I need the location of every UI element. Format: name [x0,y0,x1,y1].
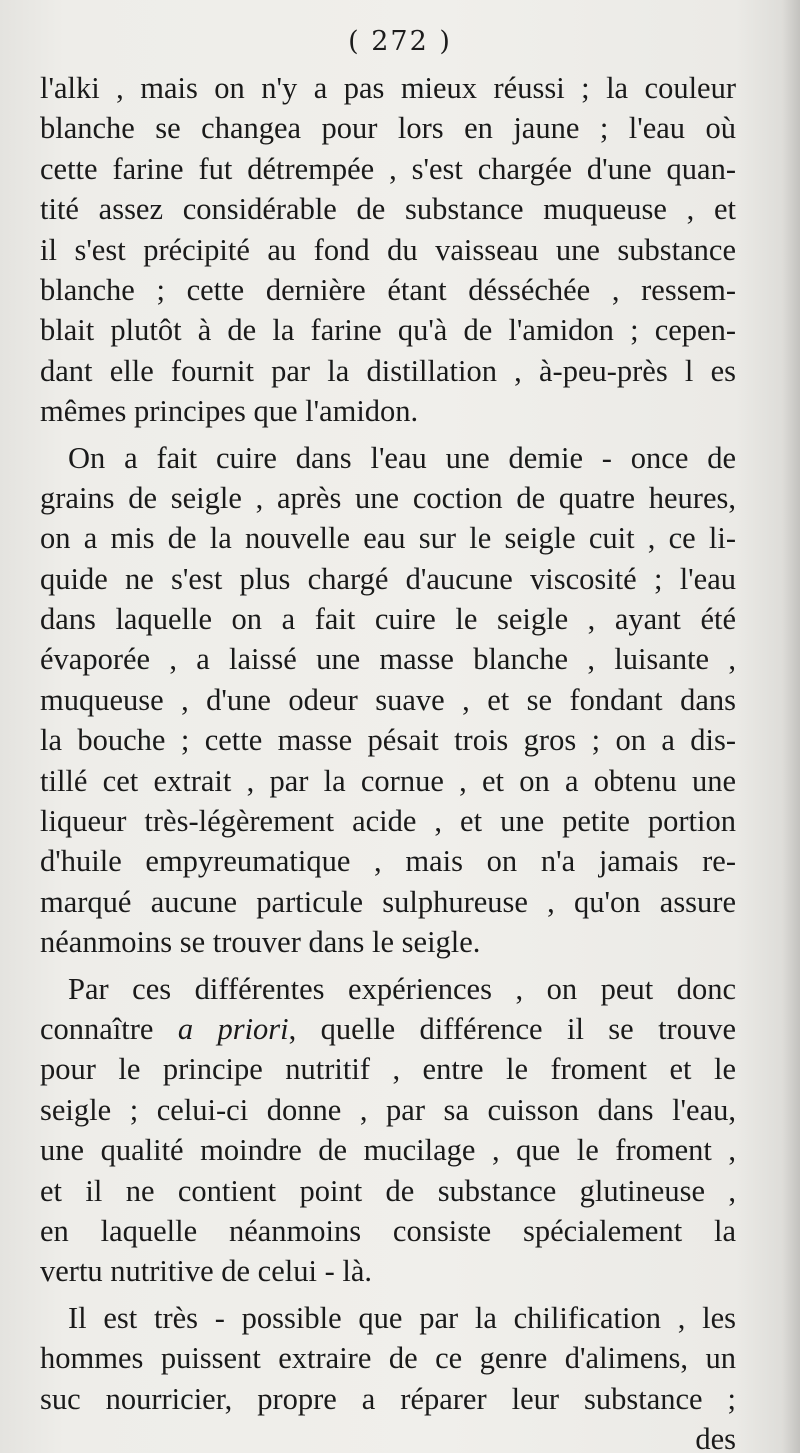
text-line: dant elle fournit par la distillation , à-peu-près l es [40,353,736,388]
text-line: liqueur très-légèrement acide , et une petite portion [40,804,736,839]
text-line: blanche se changea pour lors en jaune ; l'eau où [40,111,736,146]
text-line: On a fait cuire dans l'eau une demie - once de [68,440,736,475]
text-line: marqué aucune particule sulphureuse , qu'on assure [40,884,736,919]
text-line: dans laquelle on a fait cuire le seigle , ayant été [40,602,736,637]
text-line: évaporée , a laissé une masse blanche , luisante , [40,642,736,677]
text-line: néanmoins se trouver dans le seigle. [40,925,481,960]
text-line: et il ne contient point de substance glutineuse , [40,1173,736,1208]
text-line: seigle ; celui-ci donne , par sa cuisson dans l'eau, [40,1092,736,1127]
text-line: quide ne s'est plus chargé d'aucune viscosité ; l'eau [40,561,736,596]
text-line: mêmes principes que l'amidon. [40,394,419,429]
text-line: pour le principe nutritif , entre le froment et le [40,1052,736,1087]
text-line: l'alki , mais on n'y a pas mieux réussi ; la couleur [40,71,736,105]
catchword: des [695,1421,736,1453]
text-line: blait plutôt à de la farine qu'à de l'amidon ; cepen- [40,313,736,348]
text-line: tité assez considérable de substance muqueuse , et [40,192,736,227]
page-gutter-shadow [782,0,800,1453]
paragraph-1 [40,68,736,432]
text-line: on a mis de la nouvelle eau sur le seigle cuit , ce li- [40,521,736,556]
text-line: en laquelle néanmoins consiste spécialement la [40,1213,736,1248]
text-line: grains de seigle , après une coction de quatre heures, [40,480,736,515]
paragraph-4 [40,1298,736,1453]
text-line: tillé cet extrait , par la cornue , et on a obtenu une [40,763,736,798]
text-line: d'huile empyreumatique , mais on n'a jamais re- [40,844,736,879]
text-line [40,1009,736,1049]
text-line: suc nourricier, propre a réparer leur substance ; [40,1381,736,1416]
paragraph-2 [40,438,736,963]
body-text [40,68,736,1453]
text-run: connaître [40,1011,154,1046]
italic-phrase: a priori [177,1011,289,1046]
text-line: muqueuse , d'une odeur suave , et se fondant dans [40,682,736,717]
page-number: ( 272 ) [348,26,452,57]
text-line: Par ces différentes expériences , on peut donc [68,971,736,1006]
text-line: une qualité moindre de mucilage , que le froment , [40,1133,736,1168]
text-line: la bouche ; cette masse pésait trois gros ; on a dis- [40,723,736,758]
text-run: , quelle différence il se trouve [288,1011,736,1046]
text-line: hommes puissent extraire de ce genre d'alimens, un [40,1341,736,1376]
text-line: cette farine fut détrempée , s'est chargée d'une quan- [40,151,736,186]
text-line: vertu nutritive de celui - là. [40,1254,372,1289]
text-line: il s'est précipité au fond du vaisseau une substance [40,232,736,267]
text-line: blanche ; cette dernière étant désséchée , ressem- [40,272,736,307]
text-line: Il est très - possible que par la chilification , les [68,1300,736,1335]
paragraph-3 [40,969,736,1292]
